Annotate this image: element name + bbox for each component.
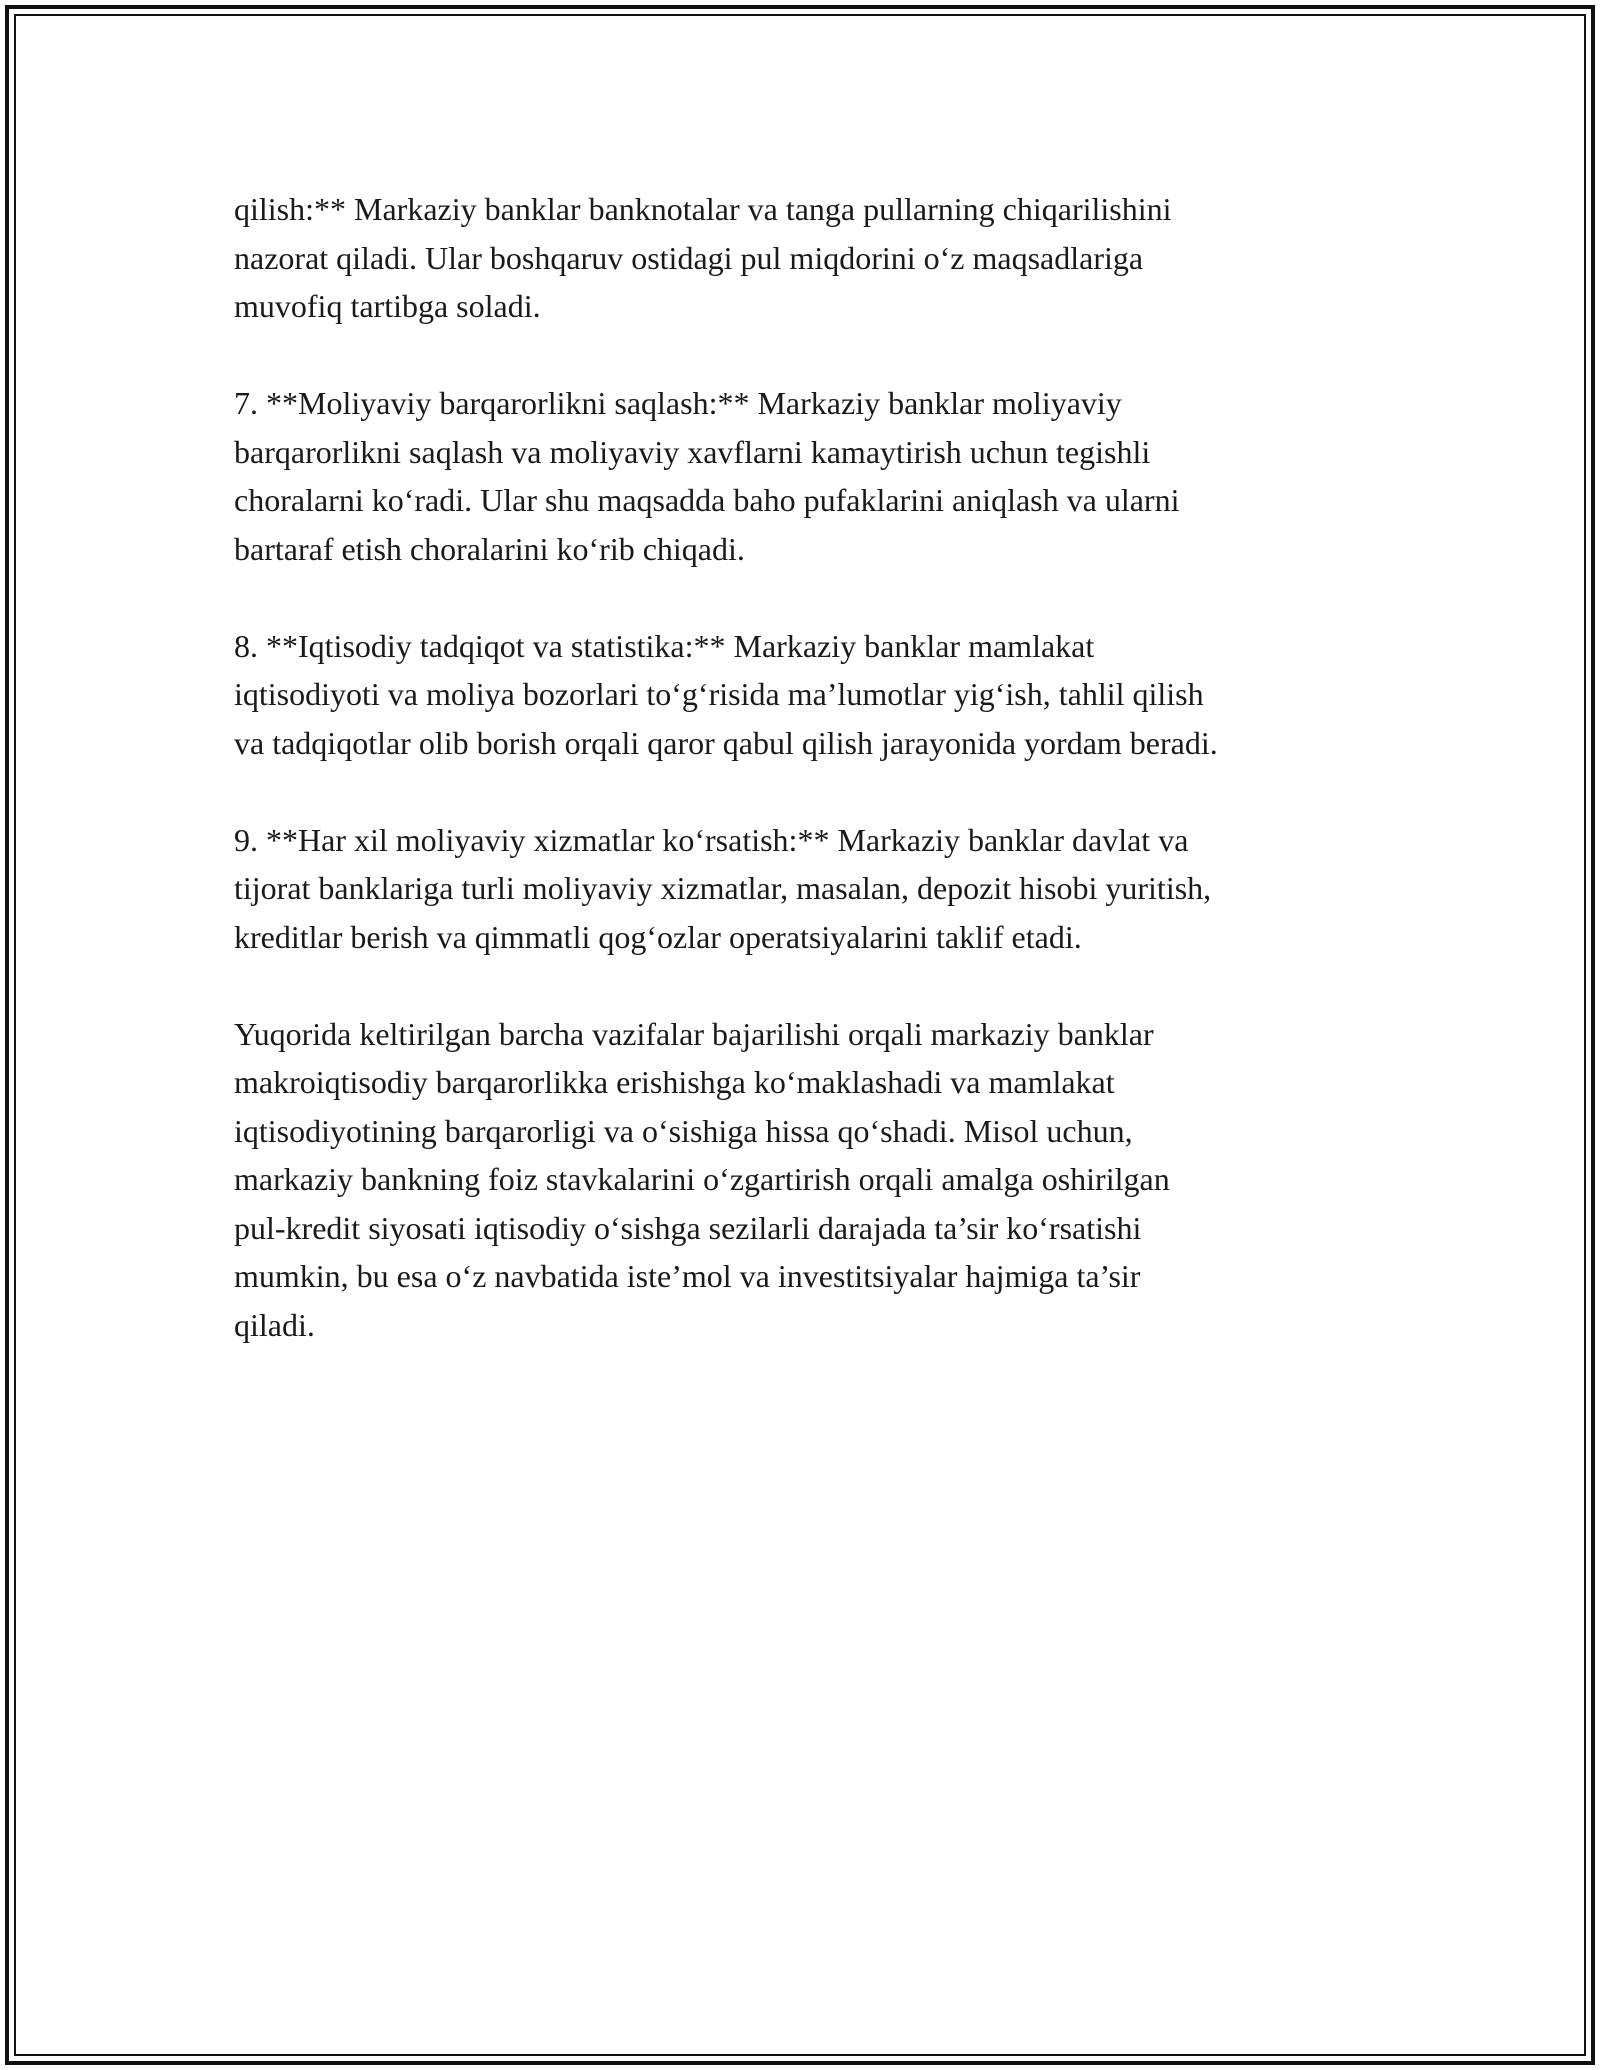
text-line: nazorat qiladi. Ular boshqaruv ostidagi pul miqdorini o‘z maqsadlariga xyxy=(234,239,1144,276)
text-line: mumkin, bu esa o‘z navbatida iste’mol va investitsiyalar hajmiga ta’sir xyxy=(234,1258,1141,1294)
document-body xyxy=(234,185,1384,1398)
text-line: choralarni ko‘radi. Ular shu maqsadda baho pufaklarini aniqlash va ularni xyxy=(234,482,1180,518)
text-line: 9. **Har xil moliyaviy xizmatlar ko‘rsatish:** Markaziy banklar davlat va xyxy=(234,821,1189,858)
text-line: markaziy bankning foiz stavkalarini o‘zgartirish orqali amalga oshirilgan xyxy=(234,1161,1170,1197)
text-line: 8. **Iqtisodiy tadqiqot va statistika:** Markaziy banklar mamlakat xyxy=(234,627,1095,664)
text-line: iqtisodiyoti va moliya bozorlari to‘g‘risida ma’lumotlar yig‘ish, tahlil qilish xyxy=(234,676,1204,712)
paragraph-financial-services xyxy=(234,816,1384,962)
text-line: pul-kredit siyosati iqtisodiy o‘sishga sezilarli darajada ta’sir ko‘rsatishi xyxy=(234,1209,1142,1246)
text-line: barqarorlikni saqlash va moliyaviy xavflarni kamaytirish uchun tegishli xyxy=(234,433,1151,470)
paragraph-economic-research xyxy=(234,622,1384,768)
paragraph-financial-stability xyxy=(234,379,1384,573)
text-line: Yuqorida keltirilgan barcha vazifalar bajarilishi orqali markaziy banklar xyxy=(234,1015,1154,1052)
text-line: muvofiq tartibga soladi. xyxy=(234,288,541,324)
text-line: tijorat banklariga turli moliyaviy xizmatlar, masalan, depozit hisobi yuritish, xyxy=(234,870,1212,906)
text-line: 7. **Moliyaviy barqarorlikni saqlash:** Markaziy banklar moliyaviy xyxy=(234,385,1122,421)
text-line: makroiqtisodiy barqarorlikka erishishga ko‘maklashadi va mamlakat xyxy=(234,1064,1115,1100)
paragraph-currency-issuance xyxy=(234,185,1384,331)
text-line: iqtisodiyotining barqarorligi va o‘sishiga hissa qo‘shadi. Misol uchun, xyxy=(234,1112,1133,1149)
paragraph-conclusion xyxy=(234,1010,1384,1350)
text-line: bartaraf etish choralarini ko‘rib chiqadi. xyxy=(234,530,745,567)
text-line: qilish:** Markaziy banklar banknotalar va tanga pullarning chiqarilishini xyxy=(234,191,1172,227)
text-line: qiladi. xyxy=(234,1306,315,1343)
text-line: va tadqiqotlar olib borish orqali qaror qabul qilish jarayonida yordam beradi. xyxy=(234,724,1218,761)
text-line: kreditlar berish va qimmatli qog‘ozlar operatsiyalarini taklif etadi. xyxy=(234,918,1082,955)
